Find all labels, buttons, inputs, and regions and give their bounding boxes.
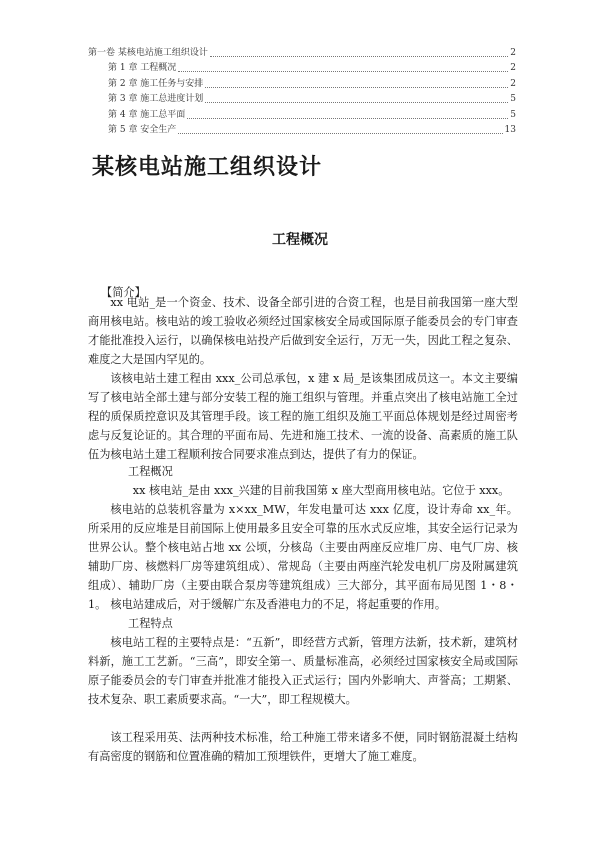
toc-leader-dots [205, 101, 508, 103]
intro-tag: 【简介】 [101, 286, 146, 299]
toc-entry-label: 第 5 章 安全生产 [108, 125, 177, 135]
toc-entry-label: 第 3 章 施工总进度计划 [108, 94, 204, 104]
toc-entry-chapter-1[interactable] [88, 61, 516, 77]
toc-entry-page: 2 [510, 63, 516, 73]
table-of-contents [88, 45, 516, 138]
toc-entry-chapter-4[interactable] [88, 107, 516, 123]
document-title: 某核电站施工组织设计 [92, 154, 323, 180]
toc-entry-page: 5 [510, 109, 516, 120]
overview-paragraph-3: 核电站建成后，对于缓解广东及香港电力的不足，将起重要的作用。 [110, 598, 447, 611]
features-heading: 工程特点 [128, 617, 173, 630]
toc-entry-page: 2 [510, 47, 516, 58]
toc-leader-dots [205, 86, 508, 88]
toc-entry-page: 13 [504, 125, 516, 135]
intro-paragraph-2: 该核电站土建工程由 xxx_公司总承包，x 建 x 局_是该集团成员这一。本文主要编写了核电站全部土建与部分安装工程的施工组织与管理。并重点突出了核电站施工全过程的质保质控意识及其管理手段。该工程的施工组织及施工平面总体规划是经过周密考虑与反复论证的。其合理的平面布局、先进和施工技术、一流的设备、高素质的施工队伍为核电站土建工程顺利按合同要求准点到达，提供了有力的保证。 [88, 372, 518, 461]
toc-entry-volume-1[interactable] [88, 45, 516, 61]
intro-paragraph-1: xx 电站_是一个资金、技术、设备全部引进的合资工程，也是目前我国第一座大型商用核电站。核电站的竣工验收必须经过国家核安全局或国际原子能委员会的专门审查才能批准投入运行，以确保核电站投产后做到安全运行，万无一失，因此工程之复杂、难度之大是国内罕见的。 [88, 296, 518, 366]
toc-entry-page: 5 [510, 94, 516, 104]
toc-entry-chapter-2[interactable] [88, 76, 516, 92]
toc-leader-dots [187, 117, 508, 119]
toc-leader-dots [178, 132, 502, 134]
overview-paragraph-1: xx 核电站_是由 xxx_兴建的目前我国第 x 座大型商用核电站。它位于 xxx。 [132, 484, 510, 497]
section-title: 工程概况 [272, 232, 328, 248]
toc-entry-label: 第 1 章 工程概况 [108, 63, 177, 73]
toc-entry-label: 第一卷 某核电站施工组织设计 [88, 47, 208, 58]
overview-paragraph-2: 核电站的总装机容量为 x×xx_MW，年发电量可达 xxx 亿度，设计寿命 xx_年。所采用的反应堆是目前国际上使用最多且安全可靠的压水式反应堆，其安全运行记录为世界公认。整个核电站占地 xx 公顷，分核岛（主要由两座反应堆厂房、电气厂房、核辅助厂房、核燃料厂房等建筑组成）、常规岛（主要由两座汽轮发电机厂房及附属建筑组成）、辅助厂房（主要由联合泵房等建筑组成）三大部分，其平面布局见图 1・8・1。 [88, 503, 518, 611]
toc-entry-chapter-3[interactable] [88, 92, 516, 108]
toc-entry-label: 第 2 章 施工任务与安排 [108, 78, 204, 89]
features-paragraph-2: 该工程采用英、法两种技术标准，给工种施工带来诸多不便，同时钢筋混凝土结构有高密度的钢筋和位置准确的精加工预埋铁件，更增大了施工难度。 [88, 731, 518, 763]
toc-leader-dots [210, 55, 508, 57]
toc-entry-label: 第 4 章 施工总平面 [108, 109, 186, 120]
toc-entry-page: 2 [510, 78, 516, 89]
features-paragraph-1: 核电站工程的主要特点是：“五新”，即经营方式新，管理方法新，技术新，建筑材料新，施工工艺新。“三高”，即安全第一、质量标准高，必须经过国家核安全局或国际原子能委员会的专门审查并批准才能投入正式运行；国内外影响大、声誉高；工期紧、技术复杂、职工素质要求高。“一大”，即工程规模大。 [88, 636, 518, 706]
toc-leader-dots [178, 70, 508, 72]
toc-entry-chapter-5[interactable] [88, 123, 516, 139]
overview-heading: 工程概况 [128, 465, 173, 478]
